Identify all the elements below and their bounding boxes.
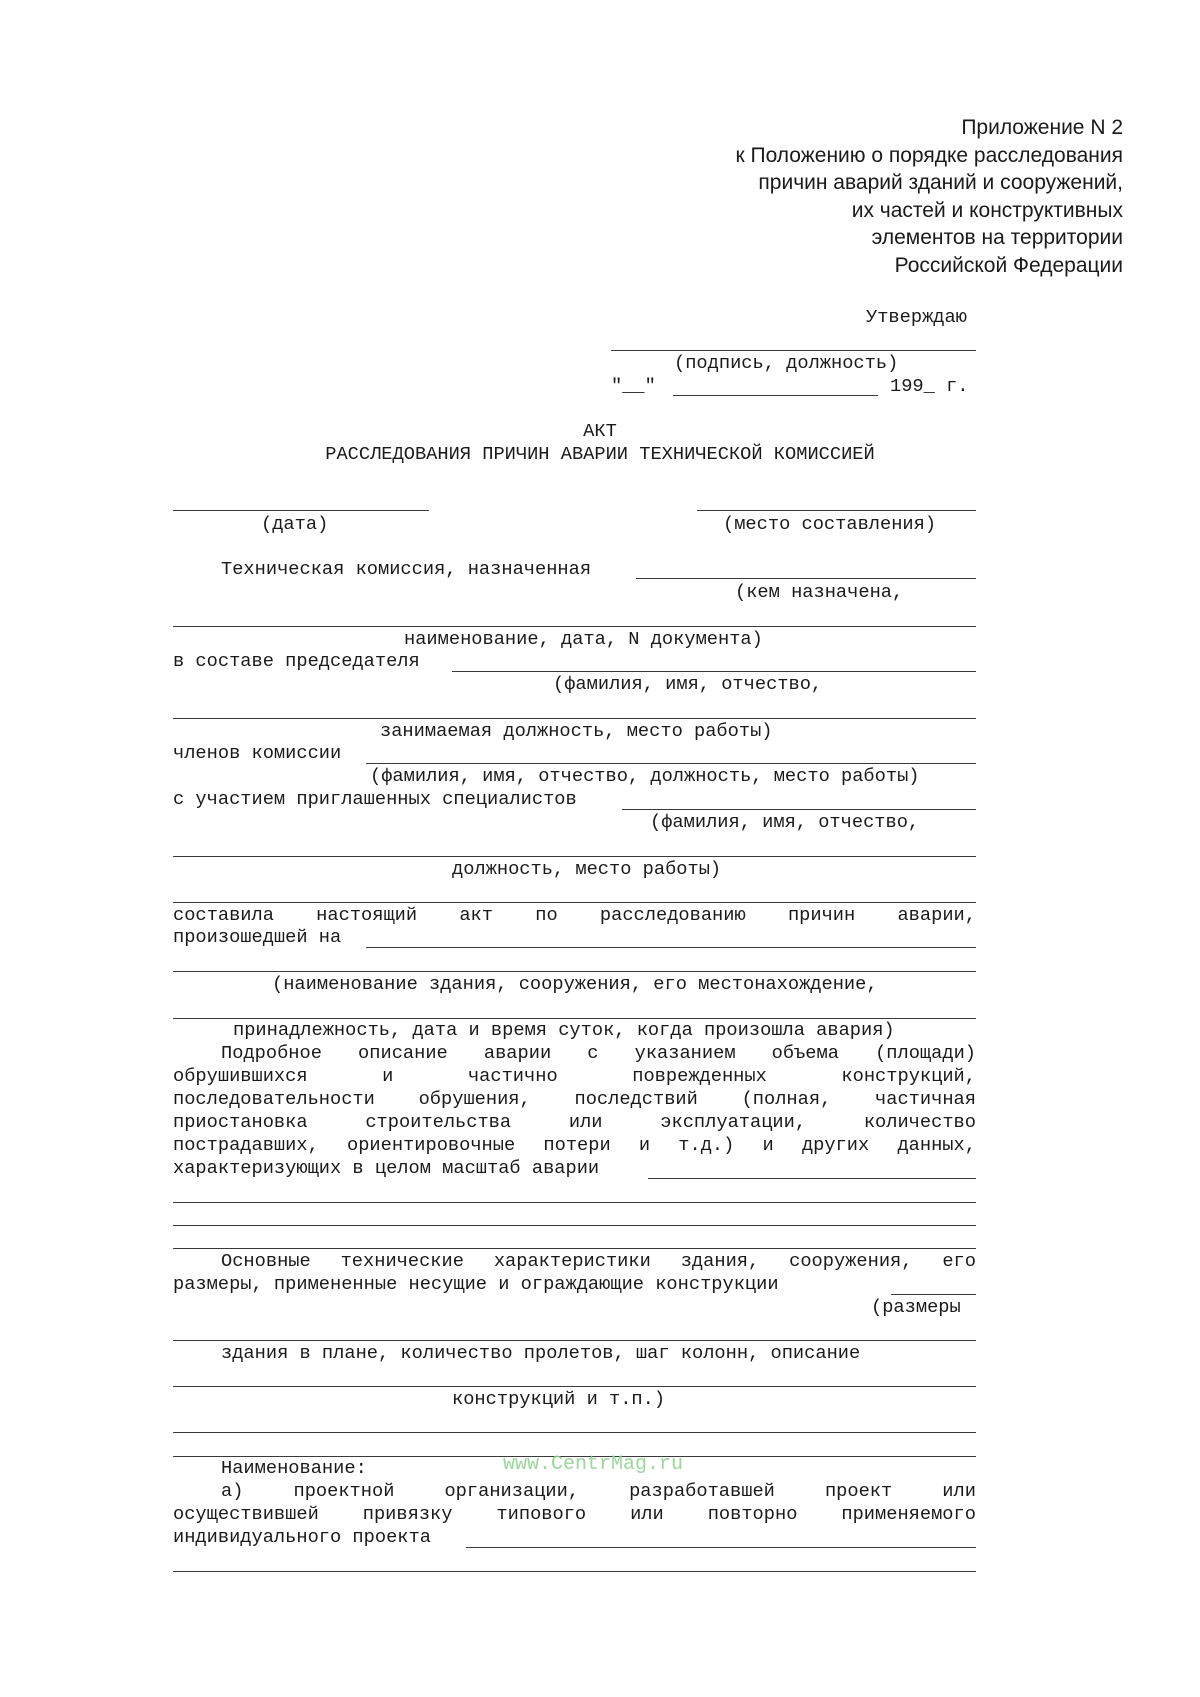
word: обрушения,: [418, 1088, 531, 1110]
approval-month-line[interactable]: [673, 395, 878, 396]
signature-line[interactable]: [611, 350, 976, 351]
desc-blank-2[interactable]: [173, 1225, 976, 1226]
place-line[interactable]: [697, 510, 976, 511]
word: последовательности: [173, 1088, 375, 1110]
word: данных,: [897, 1134, 976, 1156]
word: (площади): [875, 1042, 976, 1064]
word: аварии,: [897, 904, 976, 926]
word: организации,: [444, 1480, 580, 1502]
word: пострадавших,: [173, 1134, 319, 1156]
word: или: [630, 1503, 664, 1525]
word: потери: [543, 1134, 611, 1156]
specialists-line-3[interactable]: [173, 902, 976, 903]
word: проектной: [293, 1480, 395, 1502]
ownership-hint: принадлежность, дата и время суток, когда произошла авария): [233, 1019, 895, 1041]
word: и: [762, 1134, 774, 1156]
constructions-hint: конструкций и т.п.): [452, 1388, 666, 1410]
word: аварии: [483, 1042, 552, 1064]
word: объема: [771, 1042, 839, 1064]
act-subtitle: РАССЛЕДОВАНИЯ ПРИЧИН АВАРИИ ТЕХНИЧЕСКОЙ КОМИССИЕЙ: [325, 443, 875, 465]
appendix-header: [735, 114, 1123, 279]
approve-label: Утверждаю: [866, 306, 967, 328]
specialists-line[interactable]: [622, 809, 976, 810]
word: сооружения,: [789, 1250, 913, 1272]
word: расследованию: [599, 904, 746, 926]
word: количество: [863, 1111, 976, 1133]
commission-line[interactable]: [636, 578, 976, 579]
word: настоящий: [316, 904, 418, 926]
word: а): [221, 1480, 244, 1502]
place-hint: (место составления): [723, 513, 937, 535]
members-hint: (фамилия, имя, отчество, должность, место работы): [370, 765, 920, 787]
appendix-line: элементов на территории: [871, 226, 1123, 249]
word: типового: [496, 1503, 587, 1525]
word: конструкций,: [841, 1065, 976, 1087]
appendix-line: Приложение N 2: [961, 116, 1123, 139]
specialists-line-2[interactable]: [173, 856, 976, 857]
word: частично: [467, 1065, 558, 1087]
watermark: www.CentrMag.ru: [503, 1453, 684, 1476]
plan-hint: здания в плане, количество пролетов, шаг колонн, описание: [221, 1342, 861, 1364]
appointed-by-hint: (кем назначена,: [735, 581, 904, 603]
approval-year: 199_ г.: [890, 375, 969, 397]
desc-line-5: [173, 1134, 976, 1156]
word: по: [535, 904, 558, 926]
design-org-blank[interactable]: [173, 1571, 976, 1572]
design-org-line[interactable]: [466, 1547, 976, 1548]
design-org-line-2: [173, 1503, 976, 1525]
word: с: [587, 1042, 599, 1064]
word: разработавшей: [629, 1480, 775, 1502]
chairman-hint: (фамилия, имя, отчество,: [553, 673, 823, 695]
specs-line-2: размеры, примененные несущие и ограждающие конструкции: [173, 1273, 779, 1295]
word: и: [382, 1065, 394, 1087]
desc-blank-1[interactable]: [173, 1202, 976, 1203]
word: описание: [358, 1042, 448, 1064]
composed-line: [173, 904, 976, 926]
word: частичная: [875, 1088, 976, 1110]
word: Подробное: [221, 1042, 322, 1064]
word: применяемого: [841, 1503, 976, 1525]
word: строительства: [365, 1111, 512, 1133]
word: других: [801, 1134, 870, 1156]
word: поврежденных: [632, 1065, 767, 1087]
desc-line-4: [173, 1111, 976, 1133]
word: Основные: [221, 1250, 311, 1272]
specialists-hint-2: должность, место работы): [452, 858, 722, 880]
word: т.д.): [678, 1134, 735, 1156]
chairman-label: в составе председателя: [173, 650, 420, 672]
word: последствий: [574, 1088, 698, 1110]
chairman-line[interactable]: [452, 671, 976, 672]
desc-line-2: [173, 1065, 976, 1087]
word: обрушившихся: [173, 1065, 308, 1087]
word: повторно: [707, 1503, 798, 1525]
word: указанием: [634, 1042, 736, 1064]
approval-day: "__": [611, 375, 656, 397]
appendix-line: к Положению о порядке расследования: [735, 143, 1123, 167]
sizes-hint: (размеры: [871, 1296, 961, 1318]
specs-blank-3[interactable]: [173, 1432, 976, 1433]
word: (полная,: [741, 1088, 832, 1110]
word: и: [638, 1134, 651, 1156]
members-label: членов комиссии: [173, 742, 342, 764]
appendix-line: их частей и конструктивных: [851, 198, 1123, 222]
word: осуществившей: [173, 1503, 319, 1525]
position-hint: занимаемая должность, место работы): [380, 720, 773, 742]
word: или: [942, 1480, 976, 1502]
appendix-line: причин аварий зданий и сооружений,: [758, 171, 1123, 194]
desc-line-3: [173, 1088, 976, 1110]
word: ориентировочные: [346, 1134, 516, 1156]
commission-label: Техническая комиссия, назначенная: [221, 558, 592, 580]
word: эксплуатации,: [660, 1111, 807, 1133]
specs-blank-1[interactable]: [173, 1340, 976, 1341]
date-line[interactable]: [173, 510, 429, 511]
word: или: [568, 1111, 603, 1133]
word: причин: [787, 904, 856, 926]
doc-hint: наименование, дата, N документа): [404, 628, 763, 650]
desc-line[interactable]: [648, 1178, 976, 1179]
building-hint: (наименование здания, сооружения, его местонахождение,: [272, 973, 878, 995]
desc-line-1: [221, 1042, 976, 1064]
signature-hint: (подпись, должность): [674, 352, 899, 374]
word: технические: [340, 1250, 464, 1272]
word: привязку: [362, 1503, 453, 1525]
naming-label: Наименование:: [221, 1457, 367, 1479]
desc-blank-3[interactable]: [173, 1248, 976, 1249]
occurred-line[interactable]: [366, 947, 976, 948]
commission-line-2[interactable]: [173, 626, 976, 627]
appendix-line: Российской Федерации: [894, 253, 1123, 277]
word: проект: [824, 1480, 893, 1502]
word: характеристики: [493, 1250, 651, 1272]
chairman-line-2[interactable]: [173, 718, 976, 719]
members-line[interactable]: [366, 763, 976, 764]
word: составила: [173, 904, 274, 926]
design-org-line-1: [221, 1480, 976, 1502]
specialists-label: с участием приглашенных специалистов: [173, 788, 577, 810]
specs-line-1: [221, 1250, 976, 1272]
date-hint: (дата): [261, 513, 329, 535]
desc-last: характеризующих в целом масштаб аварии: [173, 1157, 600, 1179]
specs-line[interactable]: [891, 1294, 976, 1295]
word: здания,: [680, 1250, 760, 1272]
occurred-line-2[interactable]: [173, 971, 976, 972]
word: его: [942, 1250, 976, 1272]
occurred-label: произошедшей на: [173, 926, 342, 948]
specialists-hint: (фамилия, имя, отчество,: [650, 811, 920, 833]
word: акт: [459, 904, 493, 926]
act-title: АКТ: [583, 420, 617, 442]
design-org-line-3: индивидуального проекта: [173, 1526, 431, 1548]
word: приостановка: [173, 1111, 308, 1133]
specs-blank-2[interactable]: [173, 1386, 976, 1387]
